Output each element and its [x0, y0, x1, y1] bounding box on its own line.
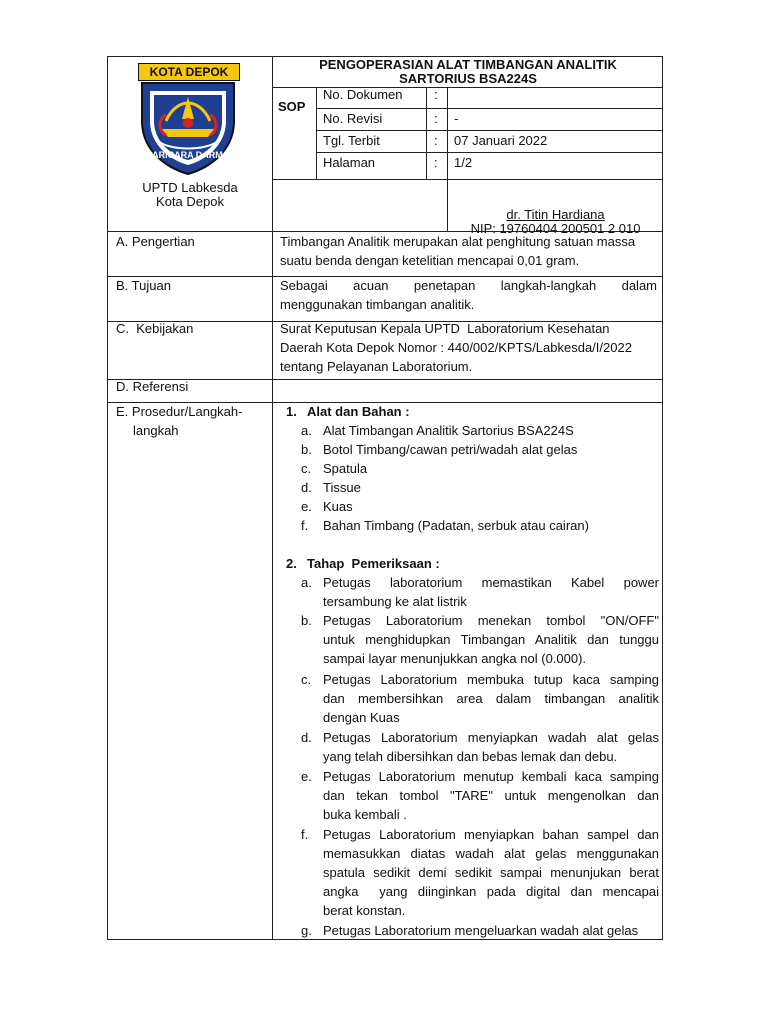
tahap-item-line: Petugas Laboratorium menyiapkan bahan sampel dan: [323, 827, 659, 842]
divider-col-main: [272, 57, 273, 940]
tahap-item-line: tersambung ke alat listrik: [323, 594, 467, 609]
tahap-item-line: angka yang diinginkan pada digital dan mencapai: [323, 884, 659, 899]
divider-header-bottom: [272, 179, 663, 180]
divider-row-d: [108, 379, 663, 380]
meta-label-halaman: Halaman: [323, 155, 376, 170]
alat-item-text: Tissue: [323, 480, 361, 495]
logo-motto: PARICARA DARMA: [146, 150, 230, 160]
tahap-item-line: memasukkan diatas wadah alat gelas menggunakan: [323, 846, 659, 861]
tahap-item-letter: e.: [301, 769, 312, 784]
org-name-line1: UPTD Labkesda: [142, 180, 238, 195]
tahap-heading-number: 2.: [286, 556, 297, 571]
tahap-item-line: dengan Kuas: [323, 710, 400, 725]
tahap-item-letter: f.: [301, 827, 309, 842]
tujuan-text-line2: menggunakan timbangan analitik.: [280, 297, 475, 312]
signer-name: dr. Titin Hardiana: [506, 207, 605, 222]
document-title-line1: PENGOPERASIAN ALAT TIMBANGAN ANALITIK: [319, 57, 617, 72]
section-label-prosedur-line2: langkah: [133, 423, 179, 438]
tahap-item-line: dan membersihkan area dalam timbangan analitik: [323, 691, 659, 706]
document-title-line2: SARTORIUS BSA224S: [399, 71, 537, 86]
alat-item-letter: a.: [301, 423, 312, 438]
section-label-referensi: D. Referensi: [116, 379, 189, 394]
alat-item-letter: b.: [301, 442, 312, 457]
tahap-item-line: untuk menghidupkan Timbangan Analitik dan tunggu: [323, 632, 659, 647]
tahap-item-line: buka kembali .: [323, 807, 407, 822]
logo-banner: KOTA DEPOK: [138, 63, 240, 81]
alat-heading-number: 1.: [286, 404, 297, 419]
tahap-item-line: berat konstan.: [323, 903, 406, 918]
divider-col-colon: [426, 87, 427, 179]
alat-item-text: Bahan Timbang (Padatan, serbuk atau cairan): [323, 518, 589, 533]
tujuan-text-line1: Sebagai acuan penetapan langkah-langkah dalam: [280, 278, 657, 293]
kebijakan-text-line3: tentang Pelayanan Laboratorium.: [280, 359, 473, 374]
divider-col-sop: [316, 87, 317, 179]
meta-sep-revisi: :: [434, 111, 438, 126]
tahap-item-line: yang telah dibersihkan dan bebas lemak dan debu.: [323, 749, 618, 764]
alat-item-text: Kuas: [323, 499, 353, 514]
tahap-item-line: Petugas Laboratorium menutup kembali kaca samping: [323, 769, 659, 784]
section-label-kebijakan: C. Kebijakan: [116, 321, 194, 336]
pengertian-text-line2: suatu benda dengan ketelitian mencapai 0,01 gram.: [280, 253, 580, 268]
tahap-item-letter: c.: [301, 672, 312, 687]
alat-item-text: Spatula: [323, 461, 368, 476]
sop-label: SOP: [278, 99, 306, 114]
meta-sep-halaman: :: [434, 155, 438, 170]
meta-sep-terbit: :: [434, 133, 438, 148]
meta-sep-dokumen: :: [434, 87, 438, 102]
sop-document: [107, 56, 663, 940]
alat-item-letter: c.: [301, 461, 312, 476]
tahap-item-line: Petugas Laboratorium membuka tutup kaca samping: [323, 672, 659, 687]
tahap-item-line: Petugas Laboratorium menekan tombol "ON/OFF": [323, 613, 659, 628]
meta-value-halaman: 1/2: [454, 155, 473, 170]
alat-item-letter: e.: [301, 499, 312, 514]
tahap-item-line: dan tekan tombol "TARE" untuk mengenolkan dan: [323, 788, 659, 803]
section-label-pengertian: A. Pengertian: [116, 234, 195, 249]
tahap-item-letter: b.: [301, 613, 312, 628]
alat-heading: Alat dan Bahan :: [307, 404, 410, 419]
meta-label-terbit: Tgl. Terbit: [323, 133, 380, 148]
alat-item-letter: d.: [301, 480, 312, 495]
tahap-heading: Tahap Pemeriksaan :: [307, 556, 440, 571]
section-label-tujuan: B. Tujuan: [116, 278, 171, 293]
tahap-item-letter: d.: [301, 730, 312, 745]
kebijakan-text-line2: Daerah Kota Depok Nomor : 440/002/KPTS/Labkesda/I/2022: [280, 340, 632, 355]
signer-nip: NIP: 19760404 200501 2 010: [470, 221, 641, 236]
alat-item-text: Botol Timbang/cawan petri/wadah alat gelas: [323, 442, 578, 457]
org-name-line2: Kota Depok: [156, 194, 224, 209]
meta-label-revisi: No. Revisi: [323, 111, 383, 126]
tahap-item-letter: a.: [301, 575, 312, 590]
alat-item-letter: f.: [301, 518, 309, 533]
meta-value-revisi: -: [454, 111, 459, 126]
alat-item-text: Alat Timbangan Analitik Sartorius BSA224S: [323, 423, 574, 438]
pengertian-text-line1: Timbangan Analitik merupakan alat penghitung satuan massa: [280, 234, 636, 249]
tahap-item-line: Petugas laboratorium memastikan Kabel power: [323, 575, 659, 590]
tahap-item-line: Petugas Laboratorium mengeluarkan wadah alat gelas: [323, 923, 639, 938]
section-label-prosedur-line1: E. Prosedur/Langkah-: [116, 404, 243, 419]
meta-label-dokumen: No. Dokumen: [323, 87, 403, 102]
tahap-item-line: spatula sedikit demi sedikit sampai menunjukan berat: [323, 865, 659, 880]
meta-value-terbit: 07 Januari 2022: [454, 133, 548, 148]
kebijakan-text-line1: Surat Keputusan Kepala UPTD Laboratorium Kesehatan: [280, 321, 610, 336]
tahap-item-line: Petugas Laboratorium menyiapkan wadah alat gelas: [323, 730, 659, 745]
tahap-item-line: sampai layar menunjukkan angka nol (0.000).: [323, 651, 587, 666]
tahap-item-letter: g.: [301, 923, 312, 938]
